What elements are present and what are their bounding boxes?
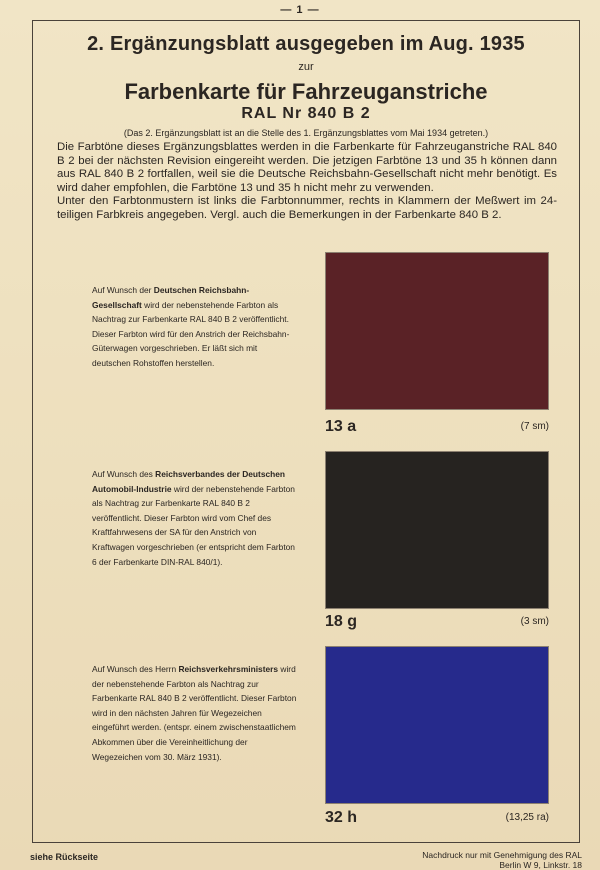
footer-right-line-2: Berlin W 9, Linkstr. 18: [499, 859, 582, 870]
intro-text: [57, 141, 557, 223]
swatch-3-text-bold: Reichsverkehrsministers: [178, 664, 279, 674]
swatch-3-code: 32 h: [325, 809, 358, 826]
swatch-2-description: [92, 467, 297, 569]
intro-paragraph-1: Die Farbtöne dieses Ergänzungsblattes werden in die Farbenkarte für Fahrzeuganstriche RAL 840 B 2 bei der nächsten Revision eingereiht werden. Die jetzigen Farbtöne 13 und 35 h können dann aus RAL 840 B 2 fortfallen, weil sie die Deutsche Reichsbahn-Gesellschaft nicht mehr benötigt. Es wird daher empfohlen, die Farbtöne 13 und 35 h nicht mehr zu verwenden.: [57, 141, 557, 194]
swatch-2-text-before: Auf Wunsch des: [92, 469, 156, 479]
color-swatch-13a: [325, 252, 549, 410]
swatch-2-text-after: wird der nebenstehende Farbton als Nachtrag zur Farbenkarte RAL 840 B 2 veröffentlicht. Dieser Farbton wird vom Chef des Kraftfahrwesens der SA für den Anstrich von Kraftwagen vorgeschrieben (er entspricht dem Farbton 6 der Farbenkarte DIN-RAL 840/1).: [92, 483, 295, 567]
swatch-1-text-bold: Deutschen Reichsbahn-Gesellschaft: [92, 285, 250, 310]
swatch-1-description: [92, 283, 297, 371]
swatch-3-description: [92, 662, 297, 764]
swatch-3-text-before: Auf Wunsch des Herrn: [92, 664, 179, 674]
title-line-1: 2. Ergänzungsblatt ausgegeben im Aug. 1935: [87, 33, 525, 55]
title-line-3: Farbenkarte für Fahrzeuganstriche: [124, 79, 488, 104]
swatch-3-text-after: wird der nebenstehende Farbton als Nachtrag zur Farbenkarte RAL 840 B 2 veröffentlicht. Dieser Farbton wird in den nächsten Jahren für Wegezeichen eingeführt werden. (entspr. einem zwischenstaatlichem Abkommen über die Vereinheitlichung der Wegezeichen vom 30. März 1931).: [92, 664, 297, 762]
swatch-1-text-after: wird der nebenstehende Farbton als Nachtrag zur Farbenkarte RAL 840 B 2 veröffentlicht. Dieser Farbton wird für den Anstrich der Reichsbahn-Güterwagen vorgeschrieben. Er läßt sich mit deutschen Rohstoffen herstellen.: [92, 299, 290, 368]
title-line-4: RAL Nr 840 B 2: [241, 105, 371, 122]
swatch-1-text-before: Auf Wunsch der: [92, 285, 154, 295]
swatch-2-text-bold: Reichsverbandes der Deutschen Automobil-Industrie: [92, 469, 286, 494]
title-line-2: zur: [298, 61, 314, 73]
swatch-3-measure: (13,25 ra): [505, 812, 549, 823]
footer-reprint-notice: [422, 851, 582, 870]
page-number: — 1 —: [280, 4, 320, 16]
swatch-2-measure: (3 sm): [520, 616, 549, 627]
footer-right-line-1: Nachdruck nur mit Genehmigung des RAL: [422, 850, 582, 860]
color-swatch-32h: [325, 646, 549, 804]
supersedes-note: (Das 2. Ergänzungsblatt ist an die Stelle des 1. Ergänzungsblattes vom Mai 1934 getreten.): [123, 128, 489, 138]
swatch-1-code: 13 a: [325, 418, 357, 435]
color-swatch-18g: [325, 451, 549, 609]
swatch-1-measure: (7 sm): [520, 421, 549, 432]
intro-paragraph-2: Unter den Farbtonmustern ist links die Farbtonnummer, rechts in Klammern der Meßwert im 24-teiligen Farbkreis angegeben. Vergl. auch die Bemerkungen in der Farbenkarte 840 B 2.: [57, 195, 557, 221]
swatch-2-code: 18 g: [325, 613, 358, 630]
footer-see-reverse: siehe Rückseite: [30, 852, 99, 862]
